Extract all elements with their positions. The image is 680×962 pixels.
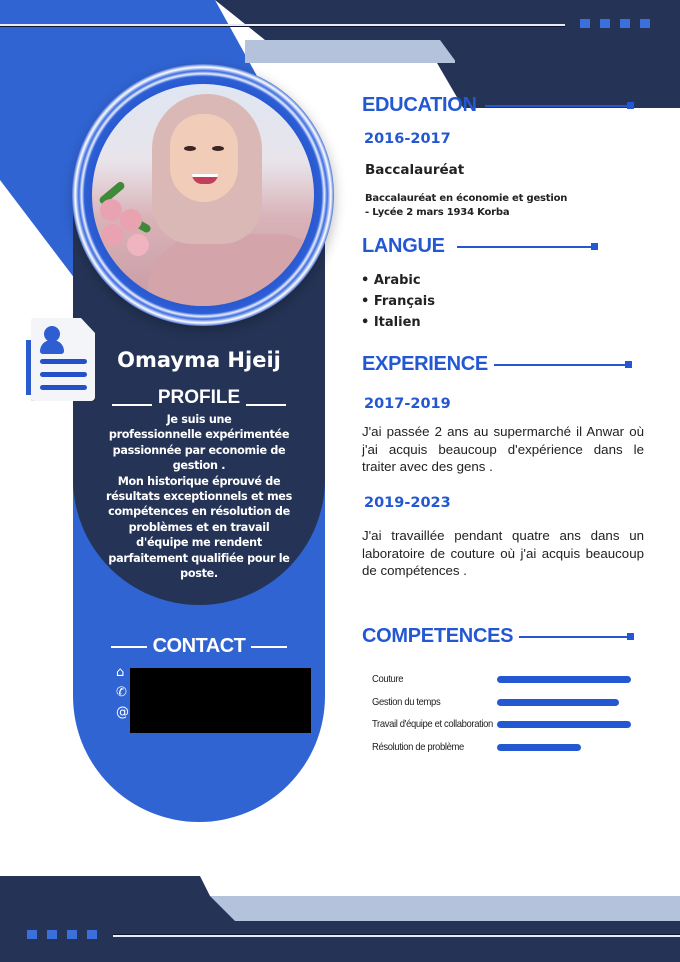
bottom-light-strip [210, 896, 680, 921]
skill-row [372, 668, 642, 691]
whatsapp-phone-icon: ✆ [116, 685, 127, 700]
dash-right [251, 646, 287, 648]
education-detail [365, 192, 567, 219]
dash-left [111, 646, 147, 648]
contact-heading [73, 635, 325, 658]
competences-title: COMPETENCES [362, 625, 514, 647]
profile-line: compétences en résolution de [108, 505, 290, 519]
education-year: 2016-2017 [364, 131, 451, 147]
profile-line: passionnée par economie de [112, 443, 286, 457]
skill-bar [497, 744, 581, 751]
profile-summary [85, 412, 313, 581]
language-list [361, 270, 435, 333]
experience-years: 2019-2023 [364, 495, 451, 511]
home-icon: ⌂ [116, 665, 125, 680]
skill-row [372, 713, 642, 736]
education-detail-line: - Lycée 2 mars 1934 Korba [365, 206, 510, 218]
competences-heading [362, 625, 631, 648]
experience-years: 2017-2019 [364, 396, 451, 412]
profile-line: gestion . [172, 459, 226, 473]
profile-line: d'équipe me rendent [136, 536, 262, 550]
profile-line: Mon historique éprouvé de [117, 474, 281, 488]
langue-heading [362, 235, 595, 258]
contact-details-redacted [130, 668, 311, 733]
language-item: • Arabic [361, 270, 435, 291]
skill-bar [497, 699, 619, 706]
skill-row [372, 691, 642, 714]
skill-bar [497, 676, 631, 683]
resume-icon-person-body [40, 340, 64, 354]
language-item: • Français [361, 291, 435, 312]
dash-right [246, 404, 286, 406]
resume-icon-line [40, 372, 87, 377]
bottom-divider-line [113, 934, 680, 937]
profile-line: résultats exceptionnels et mes [106, 490, 292, 504]
education-degree: Baccalauréat [365, 162, 465, 178]
profile-photo [92, 84, 314, 306]
education-detail-line: Baccalauréat en économie et gestion [365, 193, 568, 204]
profile-line: problèmes et en travail [128, 520, 270, 534]
skill-label: Résolution de problème [372, 740, 464, 753]
experience-heading [362, 353, 629, 376]
profile-line: poste. [180, 567, 218, 581]
person-name: Omayma Hjeij [117, 348, 281, 372]
profile-line: parfaitement qualifiée pour le [108, 551, 290, 565]
dash-left [112, 404, 152, 406]
heading-rule [457, 246, 595, 248]
profile-heading [73, 387, 325, 409]
heading-rule [519, 636, 631, 638]
language-item: • Italien [361, 312, 435, 333]
experience-title: EXPERIENCE [362, 353, 488, 375]
experience-description: J'ai passée 2 ans au supermarché il Anwar où j'ai acquis beaucoup d'expérience dans le traiter avec des gens . [362, 424, 644, 474]
top-squares-decoration [580, 19, 650, 28]
skill-label: Gestion du temps [372, 695, 441, 708]
bottom-white-cut [200, 876, 680, 896]
bottom-squares-decoration [27, 930, 97, 939]
langue-title: LANGUE [362, 235, 445, 257]
profile-line: professionnelle expérimentée [108, 428, 290, 442]
heading-rule [494, 364, 629, 366]
skill-label: Travail d'équipe et collaboration [372, 718, 493, 731]
contact-title: CONTACT [152, 635, 246, 657]
top-light-strip [245, 40, 455, 63]
top-divider-line [0, 24, 565, 27]
heading-rule [485, 105, 631, 107]
education-heading [362, 94, 631, 117]
profile-title: PROFILE [157, 387, 241, 408]
education-title: EDUCATION [362, 94, 477, 116]
skill-bar [497, 721, 631, 728]
skill-row [372, 736, 642, 759]
skill-label: Couture [372, 673, 404, 686]
experience-description: J'ai travaillée pendant quatre ans dans un laboratoire de couture où j'ai acquis beaucoup de compétences . [362, 528, 644, 578]
skills-list [372, 668, 642, 758]
email-at-icon: @ [116, 705, 129, 720]
profile-line: Je suis une [166, 413, 232, 426]
